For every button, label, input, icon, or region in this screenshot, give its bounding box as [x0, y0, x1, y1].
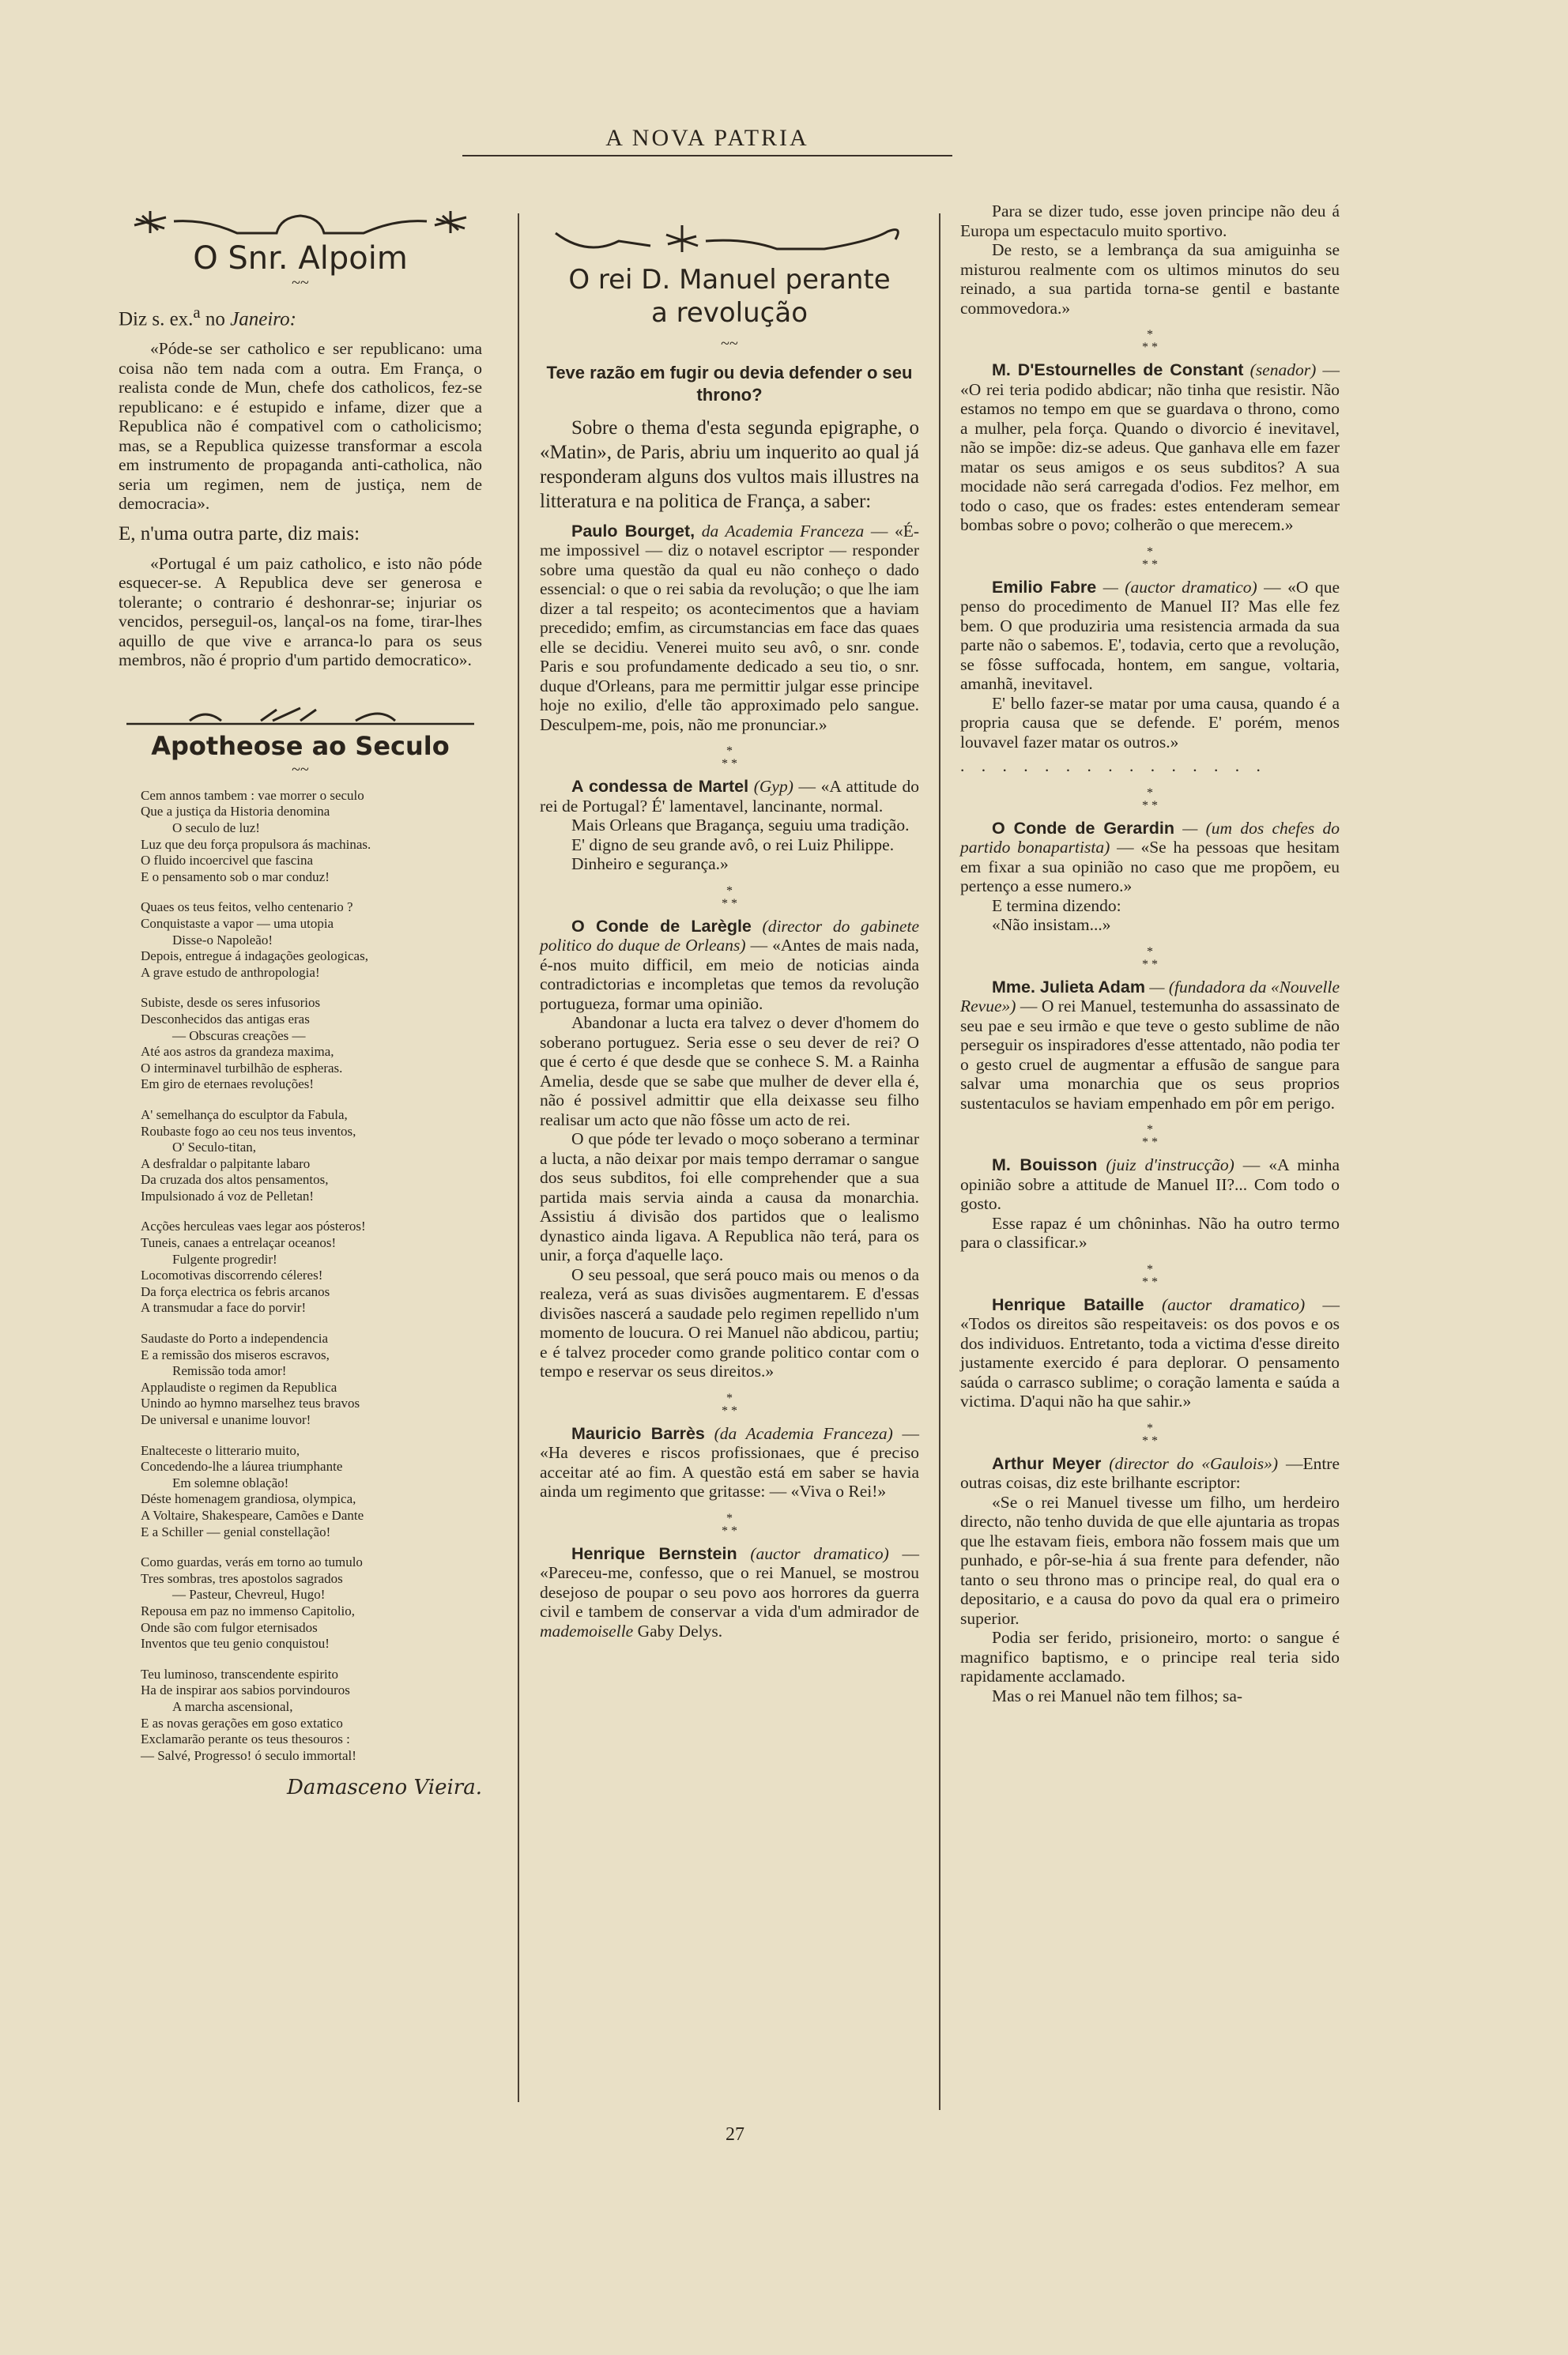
- column-rule-right: [939, 213, 940, 2110]
- separator-stars: * * *: [1142, 944, 1158, 971]
- signature: Damasceno Vieira.: [287, 1776, 482, 1800]
- title-tilde-divider: ~~: [721, 335, 738, 352]
- stanza: Cem annos tambem : vae morrer o seculo Que a justiça da Historia denomina O seculo de luz! Luz que deu força propulsora ás machinas. O fluido incoercivel que fascina E o pensamento sob o mar conduz!: [141, 787, 371, 884]
- entry-barres: Mauricio Barrès (da Academia Franceza) — «Ha deveres e riscos profissionaes, que é preciso acceitar até ao fim. A questão está em saber se havia ainda um regimento que gritasse: — «Viva o Rei!»: [540, 1423, 919, 1501]
- entry-estournelles: M. D'Estournelles de Constant (senador) — «O rei teria podido abdicar; não tinha que resistir. Não estamos no tempo em que se guardava o throno, como a mulher, pela força. Quando o divorcio é inevitavel, não se impõe: diz-se adeus. Que ganhava elle em fazer matar os seus amigos e os seus subditos? A sua mocidade não será carregada d'odios. Fez melhor, em todo o caso, que os frades: estes entenderam semear bombas sobre o povo; colherão o que merecem.»: [960, 360, 1340, 534]
- separator-stars: * * *: [1142, 544, 1158, 571]
- page-number: 27: [726, 2124, 744, 2145]
- entry-meyer: Arthur Meyer (director do «Gaulois») —Entre outras coisas, diz este brilhante escriptor: «Se o rei Manuel tivesse um filho, um herdeiro directo, não tenho duvida de que elle ajuntaria as tropas que lhe estavam fieis, embora não fossem mais que um punhado, e pôr-se-hia á sua frente para defender, não tanto o seu throno mas o principe real, do qual era o depositario, e a causa do povo da qual era o primeiro superior. Podia ser ferido, prisioneiro, morto: o sangue é magnifico baptismo, e o principe real teria sido rapidamente acclamado. Mas o rei Manuel não tem filhos; sa-: [960, 1453, 1340, 1705]
- poem-title: Apotheose ao Seculo: [151, 730, 450, 761]
- ornament-flourish-icon: [119, 202, 482, 241]
- poem-tilde-divider: ~~: [292, 761, 309, 779]
- column-rule-left: [518, 213, 519, 2102]
- entry-adam: Mme. Julieta Adam — (fundadora da «Nouvelle Revue») — O rei Manuel, testemunha do assassinato de seu pae e seu irmão e que teve o gesto sublime de não perseguir os inspiradores d'esse attentado, não podia ter o gesto cruel de augmentar a effusão de sangue para salvar uma monarchia que os seus proprios sustentaculos se haviam empenhado em pôr em perigo.: [960, 977, 1340, 1113]
- stanza: Como guardas, verás em torno ao tumulo Tres sombras, tres apostolos sagrados — Pasteur, Chevreul, Hugo! Repousa em paz no immenso Capitolio, Onde são com fulgor eternisados Inventos que teu genio conquistou!: [141, 1554, 363, 1652]
- paragraph: De resto, se a lembrança da sua amiguinha se misturou realmente com os ultimos minutos do seu reinado, a sua partida torna-se gentil e bastante commovedora.»: [960, 240, 1340, 318]
- entry-fabre: Emilio Fabre — (auctor dramatico) — «O que penso do procedimento de Manuel II? Mas elle fez bem. O que produziria uma resistencia armada da sua parte não o sabemos. E', todavia, certo que a revolução, se fôsse suffocada, hontem, em sangue, voltaria, amanhã, inevitavel. E' bello fazer-se matar por uma causa, quando é a propria causa que se defende. E' porém, menos louvavel fazer matar os outros.»: [960, 577, 1340, 752]
- stanza: Subiste, desde os seres infusorios Desconhecidos das antigas eras — Obscuras creações — Até aos astros da grandeza maxima, O interminavel turbilhão de espheras. Em giro de eternaes revoluções!: [141, 995, 343, 1092]
- title-tilde-divider: ~~: [292, 273, 309, 292]
- ornament-divider-icon: [119, 700, 482, 732]
- entry-laregle: O Conde de Larègle (director do gabinete politico do duque de Orleans) — «Antes de mais nada, é-nos muito difficil, em meio de noticias ainda contradictorias e incompletas que temos da revolução portugueza, formar uma opinião. Abandonar a lucta era talvez o dever d'homem do soberano portuguez. Seria esse o seu dever de rei? O que é certo é que desde que se conhece S. M. a Rainha Amelia, desde que se sabe que mulher de dever ella é, não é possivel admittir que ella deixasse seu filho realisar um acto que não fôsse um acto de rei. O que póde ter levado o moço soberano a terminar a lucta, a não deixar por mais tempo derramar o sangue dos seus subditos, foi elle comprehender que a sua partida mais servia ainda a causa da monarchia. Assistiu á divisão dos partidos que o lealismo dynastico ainda ligava. A Republica não terá, para os unir, a força d'aquelle laço. O seu pessoal, que será pouco mais ou menos o da realeza, verá as suas divisões augmentarem. E d'essas divisões nascerá a saudade pelo regimen repellido n'um momento de loucura. O rei Manuel não abdicou, partiu; e é talvez proceder como grande politico contar com o tempo e reservar os seus direitos.»: [540, 916, 919, 1381]
- ornament-flourish-icon: [540, 217, 919, 255]
- article-title-alpoim: O Snr. Alpoim: [193, 240, 408, 277]
- separator-stars: * * *: [1142, 1123, 1158, 1149]
- entry-bataille: Henrique Bataille (auctor dramatico) — «Todos os direitos são respeitaveis: os dos povos e os dos individuos. Entretanto, toda a victima d'esse direito justamente exercido é para deplorar. O pensamento saúda o carrasco sublime; o coração lamenta e saúda a victima. D'aqui não ha que sahir.»: [960, 1294, 1340, 1411]
- paragraph: Para se dizer tudo, esse joven principe não deu á Europa um espectaculo muito sportivo.: [960, 202, 1340, 240]
- separator-stars: * * *: [1142, 328, 1158, 354]
- entry-gyp: A condessa de Martel (Gyp) — «A attitude do rei de Portugal? É' lamentavel, lancinante, normal. Mais Orleans que Bragança, seguiu uma tradição. E' digno de seu grande avô, o rei Luiz Philippe. Dinheiro e segurança.»: [540, 777, 920, 873]
- paragraph-intro: E, n'uma outra parte, diz mais:: [119, 522, 360, 544]
- separator-stars: * * *: [722, 884, 737, 910]
- poem: [141, 788, 482, 1764]
- stanza: Saudaste do Porto a independencia E a remissão dos miseros escravos, Remissão toda amor! Applaudiste o regimen da Republica Unindo ao hymno marselhez teus bravos De universal e unanime louvor!: [141, 1331, 360, 1428]
- stanza: A' semelhança do esculptor da Fabula, Roubaste fogo ao ceu nos teus inventos, O' Seculo-titan, A desfraldar o palpitante labaro Da cruzada dos altos pensamentos, Impulsionado á voz de Pelletan!: [141, 1106, 356, 1204]
- stanza: Quaes os teus feitos, velho centenario ? Conquistaste a vapor — uma utopia Disse-o Napoleão! Depois, entregue á indagações geologicas, A grave estudo de anthropologia!: [141, 899, 368, 980]
- article-title-rei: O rei D. Manuel perante a revolução: [568, 264, 891, 329]
- column-3: [960, 202, 1340, 1705]
- entry-bernstein: Henrique Bernstein (auctor dramatico) — «Pareceu-me, confesso, que o rei Manuel, se mostrou desejoso de poupar o seu povo aos horrores da guerra civil e tambem de conservar a vida d'um admirador de mademoiselle Gaby Delys.: [540, 1543, 920, 1641]
- entry-bouisson: M. Bouisson (juiz d'instrucção) — «A minha opinião sobre a attitude de Manuel II?... Com todo o gosto. Esse rapaz é um chôninhas. Não ha outro termo para o classificar.»: [960, 1155, 1340, 1252]
- page-header: A NOVA PATRIA: [462, 125, 952, 156]
- separator-stars: * * *: [722, 1391, 737, 1418]
- column-2: [540, 217, 919, 1641]
- stanza: Teu luminoso, transcendente espirito Ha de inspirar aos sabios porvindouros A marcha ascensional, E as novas gerações em goso extatico Exclamarão perante os teus thesouros : — Salvé, Progresso! ó seculo immortal!: [141, 1666, 356, 1763]
- entry-gerardin: O Conde de Gerardin — (um dos chefes do partido bonapartista) — «Se ha pessoas que hesitam em fixar a sua opinião no caso que me propõem, eu pertenço a esse numero.» E termina dizendo: «Não insistam...»: [960, 818, 1340, 934]
- separator-stars: * * *: [1142, 1421, 1158, 1448]
- stanza: Acções herculeas vaes legar aos pósteros! Tuneis, canaes a entrelaçar oceanos! Fulgente progredir! Locomotivas discorrendo céleres! Da força electrica os febris arcanos A transmudar a face do porvir!: [141, 1219, 366, 1316]
- separator-stars: * * *: [1142, 1262, 1158, 1289]
- column-1: [119, 202, 482, 1798]
- paragraph: «Portugal é um paiz catholico, e isto não póde esquecer-se. A Republica deve ser generosa e tolerante; o contrario é deshonrar-se; injuriar os vencidos, perseguil-os, lançal-os na fome, tirar-lhes aquillo de que vive e arranca-lo para os seus membros, não é proprio d'um partido democratico».: [119, 553, 482, 670]
- separator-stars: * * *: [1142, 786, 1158, 812]
- entry-bourget: Paulo Bourget, da Academia Franceza — «É-me impossivel — diz o notavel escriptor — responder sobre uma questão da qual eu não conheço o dado essencial: o que o rei sabia da revolução; o que lhe iam dizer a tal respeito; os acontecimentos que a haviam precedido; emfim, as circumstancias em face das quaes elle se decidiu. Venerei muito seu avô, o snr. conde Paris e sou profundamente dedicado a seu tio, o snr. duque d'Orleans, para me permittir julgar esse principe hoje no exilio, d'elle tão approximado pelo sangue. Desculpem-me, pois, não me pronunciar.»: [540, 521, 919, 734]
- separator-stars: * * *: [722, 744, 737, 771]
- separator-stars: * * *: [722, 1511, 737, 1538]
- article-subtitle: Teve razão em fugir ou devia defender o seu throno?: [546, 362, 913, 405]
- paragraph: «Póde-se ser catholico e ser republicano: uma coisa não tem nada com a outra. Em França, o realista conde de Mun, chefe dos catholicos, fez-se republicano: e é estupido e infame, dizer que a Republica não é compativel com o catholicismo; mas, se a Republica quizesse transformar a escola em instrumento de propaganda anti-catholica, não seria um regimen, nem de justiça, nem de democracia».: [119, 339, 482, 514]
- intro-line: Diz s. ex.$^a$ no Janeiro:: [119, 303, 296, 330]
- stanza: Enalteceste o litterario muito, Concedendo-lhe a láurea triumphante Em solemne oblação! Déste homenagem grandiosa, olympica, A Voltaire, Shakespeare, Camões e Dante E a Schiller — genial constellação!: [141, 1442, 364, 1539]
- ellipsis-row: . . . . . . . . . . . . . . .: [960, 756, 1267, 775]
- intro-paragraph: Sobre o thema d'esta segunda epigraphe, o «Matin», de Paris, abriu um inquerito ao qual já responderam alguns dos vultos mais illustres na litteratura e na politica de França, a saber:: [540, 416, 919, 512]
